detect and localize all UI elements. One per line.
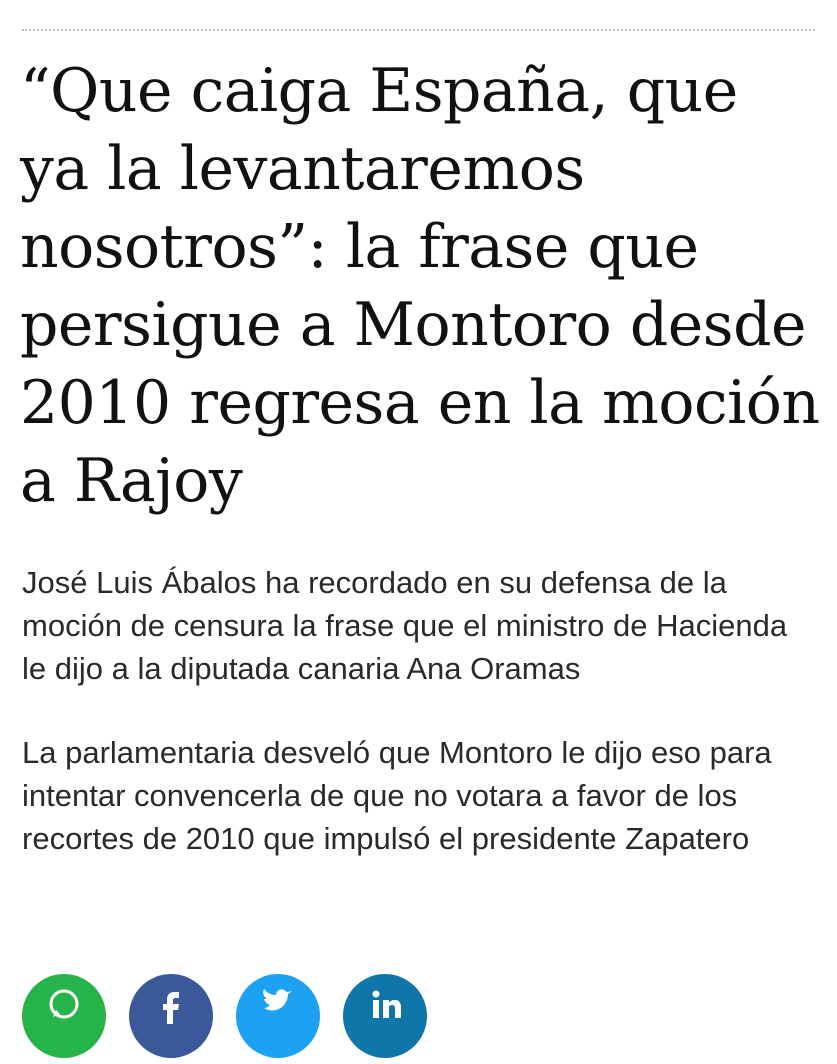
article-summary-2: La parlamentaria desveló que Montoro le dijo eso para intentar convencerla de que no votara a favor de los recortes de 2010 que impulsó el presidente Zapatero: [22, 735, 772, 856]
twitter-icon: [258, 984, 298, 1024]
top-divider: [22, 29, 815, 31]
whatsapp-icon: [44, 984, 84, 1024]
facebook-icon: [151, 984, 191, 1024]
article-summary-1: José Luis Ábalos ha recordado en su defensa de la moción de censura la frase que el ministro de Hacienda le dijo a la diputada canaria Ana Oramas: [22, 565, 788, 686]
share-linkedin-button[interactable]: [343, 974, 427, 1058]
linkedin-icon: [365, 984, 405, 1024]
share-twitter-button[interactable]: [236, 974, 320, 1058]
article-headline: “Que caiga España, que ya la levantaremos nosotros”: la frase que persigue a Montoro desde 2010 regresa en la moción a Rajoy: [20, 56, 820, 516]
share-whatsapp-button[interactable]: [22, 974, 106, 1058]
share-facebook-button[interactable]: [129, 974, 213, 1058]
